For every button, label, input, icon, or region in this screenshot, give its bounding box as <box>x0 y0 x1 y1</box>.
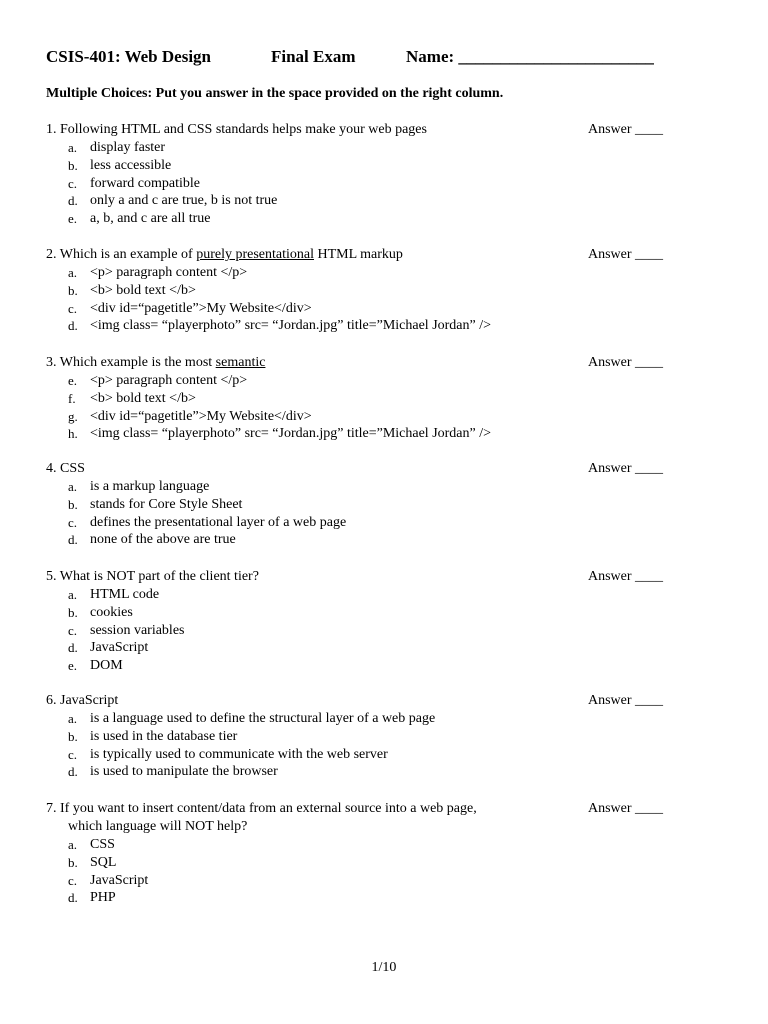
option-letter: c. <box>68 300 78 316</box>
question-number: 4. <box>46 461 57 476</box>
option-text: is a markup language <box>90 479 210 494</box>
option-letter: b. <box>68 728 78 744</box>
question-text: What is NOT part of the client tier? <box>59 569 259 584</box>
answer-blank: Answer ____ <box>588 693 664 708</box>
option-text: <p> paragraph content </p> <box>90 373 248 388</box>
answer-option <box>46 622 726 640</box>
option-letter: c. <box>68 175 78 191</box>
option-text: none of the above are true <box>90 532 236 548</box>
option-letter: f. <box>68 390 76 406</box>
answer-option <box>46 889 726 907</box>
answer-option <box>46 390 726 408</box>
question-stem <box>46 800 726 818</box>
answer-option <box>46 317 726 335</box>
answer-option <box>46 854 726 872</box>
answer-option <box>46 478 726 496</box>
option-letter: d. <box>68 318 78 334</box>
question-number: 3. <box>46 355 57 370</box>
option-text: <img class= “playerphoto” src= “Jordan.jpg” title=”Michael Jordan” /> <box>90 318 492 334</box>
question-1 <box>46 121 726 228</box>
course-title: CSIS-401: Web Design <box>46 47 211 66</box>
option-text: <img class= “playerphoto” src= “Jordan.jpg” title=”Michael Jordan” /> <box>90 426 492 442</box>
question-text: CSS <box>60 461 85 476</box>
question-stem <box>46 121 726 139</box>
answer-option <box>46 139 726 157</box>
question-text: Which example is the most <box>59 355 216 370</box>
option-text: HTML code <box>90 587 160 602</box>
option-text: <p> paragraph content </p> <box>90 265 248 280</box>
question-number: 5. <box>46 569 57 584</box>
question-stem <box>46 460 726 478</box>
question-text: If you want to insert content/data from an external source into a web page, <box>60 801 477 816</box>
question-4 <box>46 460 726 549</box>
option-text: less accessible <box>90 157 172 173</box>
option-letter: h. <box>68 426 78 442</box>
answer-option <box>46 639 726 657</box>
question-number: 1. <box>46 122 57 137</box>
option-letter: a. <box>68 140 78 155</box>
option-text: CSS <box>90 837 115 852</box>
question-emphasis: purely presentational <box>196 247 314 262</box>
option-letter: d. <box>68 532 78 548</box>
option-text: is a language used to define the structural layer of a web page <box>90 711 436 726</box>
answer-blank: Answer ____ <box>588 801 664 816</box>
answer-option <box>46 531 726 549</box>
option-letter: c. <box>68 514 78 530</box>
question-stem <box>46 568 726 586</box>
answer-option <box>46 514 726 532</box>
answer-option <box>46 408 726 426</box>
question-text-continued: which language will NOT help? <box>68 819 248 834</box>
question-text: JavaScript <box>60 693 119 708</box>
option-letter: b. <box>68 157 78 173</box>
answer-option <box>46 175 726 193</box>
question-text-after: HTML markup <box>314 247 403 262</box>
option-text: stands for Core Style Sheet <box>90 496 243 512</box>
question-stem <box>46 354 726 372</box>
answer-option <box>46 604 726 622</box>
question-text: Which is an example of <box>59 247 197 262</box>
option-text: JavaScript <box>90 872 149 888</box>
option-letter: b. <box>68 854 78 870</box>
option-letter: b. <box>68 496 78 512</box>
option-text: cookies <box>90 604 133 620</box>
question-text: Following HTML and CSS standards helps make your web pages <box>60 122 427 137</box>
answer-option <box>46 763 726 781</box>
option-letter: g. <box>68 408 78 424</box>
option-text: <b> bold text </b> <box>90 390 196 406</box>
option-letter: b. <box>68 282 78 298</box>
question-stem <box>46 246 726 264</box>
answer-option <box>46 282 726 300</box>
answer-option <box>46 657 726 675</box>
option-letter: e. <box>68 658 78 674</box>
option-text: DOM <box>90 658 123 674</box>
option-text: is used in the database tier <box>90 728 238 744</box>
answer-option <box>46 872 726 890</box>
option-text: <b> bold text </b> <box>90 282 196 298</box>
option-text: <div id=“pagetitle”>My Website</div> <box>90 408 312 424</box>
answer-option <box>46 372 726 390</box>
answer-option <box>46 746 726 764</box>
instructions: Multiple Choices: Put you answer in the space provided on the right column. <box>46 86 504 101</box>
answer-option <box>46 192 726 210</box>
option-letter: e. <box>68 211 78 227</box>
option-text: session variables <box>90 622 185 638</box>
answer-option <box>46 425 726 443</box>
exam-title: Final Exam <box>271 47 356 66</box>
question-emphasis: semantic <box>215 355 266 370</box>
question-3 <box>46 354 726 443</box>
option-text: is used to manipulate the browser <box>90 764 278 780</box>
answer-option <box>46 264 726 282</box>
option-letter: a. <box>68 479 78 494</box>
question-stem <box>46 692 726 710</box>
option-text: a, b, and c are all true <box>90 211 211 227</box>
question-5 <box>46 568 726 675</box>
option-letter: c. <box>68 872 78 888</box>
answer-option <box>46 300 726 318</box>
exam-header <box>46 47 726 71</box>
option-letter: e. <box>68 373 78 388</box>
option-text: JavaScript <box>90 640 149 656</box>
option-text: defines the presentational layer of a web page <box>90 514 347 530</box>
answer-option <box>46 836 726 854</box>
question-2 <box>46 246 726 335</box>
answer-option <box>46 157 726 175</box>
option-letter: c. <box>68 622 78 638</box>
answer-blank: Answer ____ <box>588 569 664 584</box>
option-letter: d. <box>68 193 78 209</box>
answer-option <box>46 586 726 604</box>
option-text: display faster <box>90 140 166 155</box>
option-text: PHP <box>90 890 116 906</box>
option-letter: a. <box>68 837 78 852</box>
question-number: 2. <box>46 247 57 262</box>
option-letter: b. <box>68 604 78 620</box>
answer-blank: Answer ____ <box>588 122 664 137</box>
option-text: SQL <box>90 854 117 870</box>
option-text: only a and c are true, b is not true <box>90 193 278 209</box>
answer-option <box>46 710 726 728</box>
answer-option <box>46 728 726 746</box>
question-number: 7. <box>46 801 57 816</box>
option-letter: d. <box>68 890 78 906</box>
option-text: is typically used to communicate with the web server <box>90 746 388 762</box>
name-field: Name: _______________________ <box>406 47 654 66</box>
answer-blank: Answer ____ <box>588 355 664 370</box>
page-number: 1/10 <box>371 960 397 975</box>
answer-option <box>46 496 726 514</box>
question-number: 6. <box>46 693 57 708</box>
answer-option <box>46 210 726 228</box>
option-letter: d. <box>68 640 78 656</box>
option-letter: a. <box>68 711 78 726</box>
option-letter: a. <box>68 587 78 602</box>
answer-blank: Answer ____ <box>588 461 664 476</box>
answer-blank: Answer ____ <box>588 247 664 262</box>
option-text: <div id=“pagetitle”>My Website</div> <box>90 300 312 316</box>
question-7 <box>46 800 726 907</box>
option-letter: a. <box>68 265 78 280</box>
option-letter: c. <box>68 746 78 762</box>
question-6 <box>46 692 726 781</box>
option-letter: d. <box>68 764 78 780</box>
option-text: forward compatible <box>90 175 201 191</box>
